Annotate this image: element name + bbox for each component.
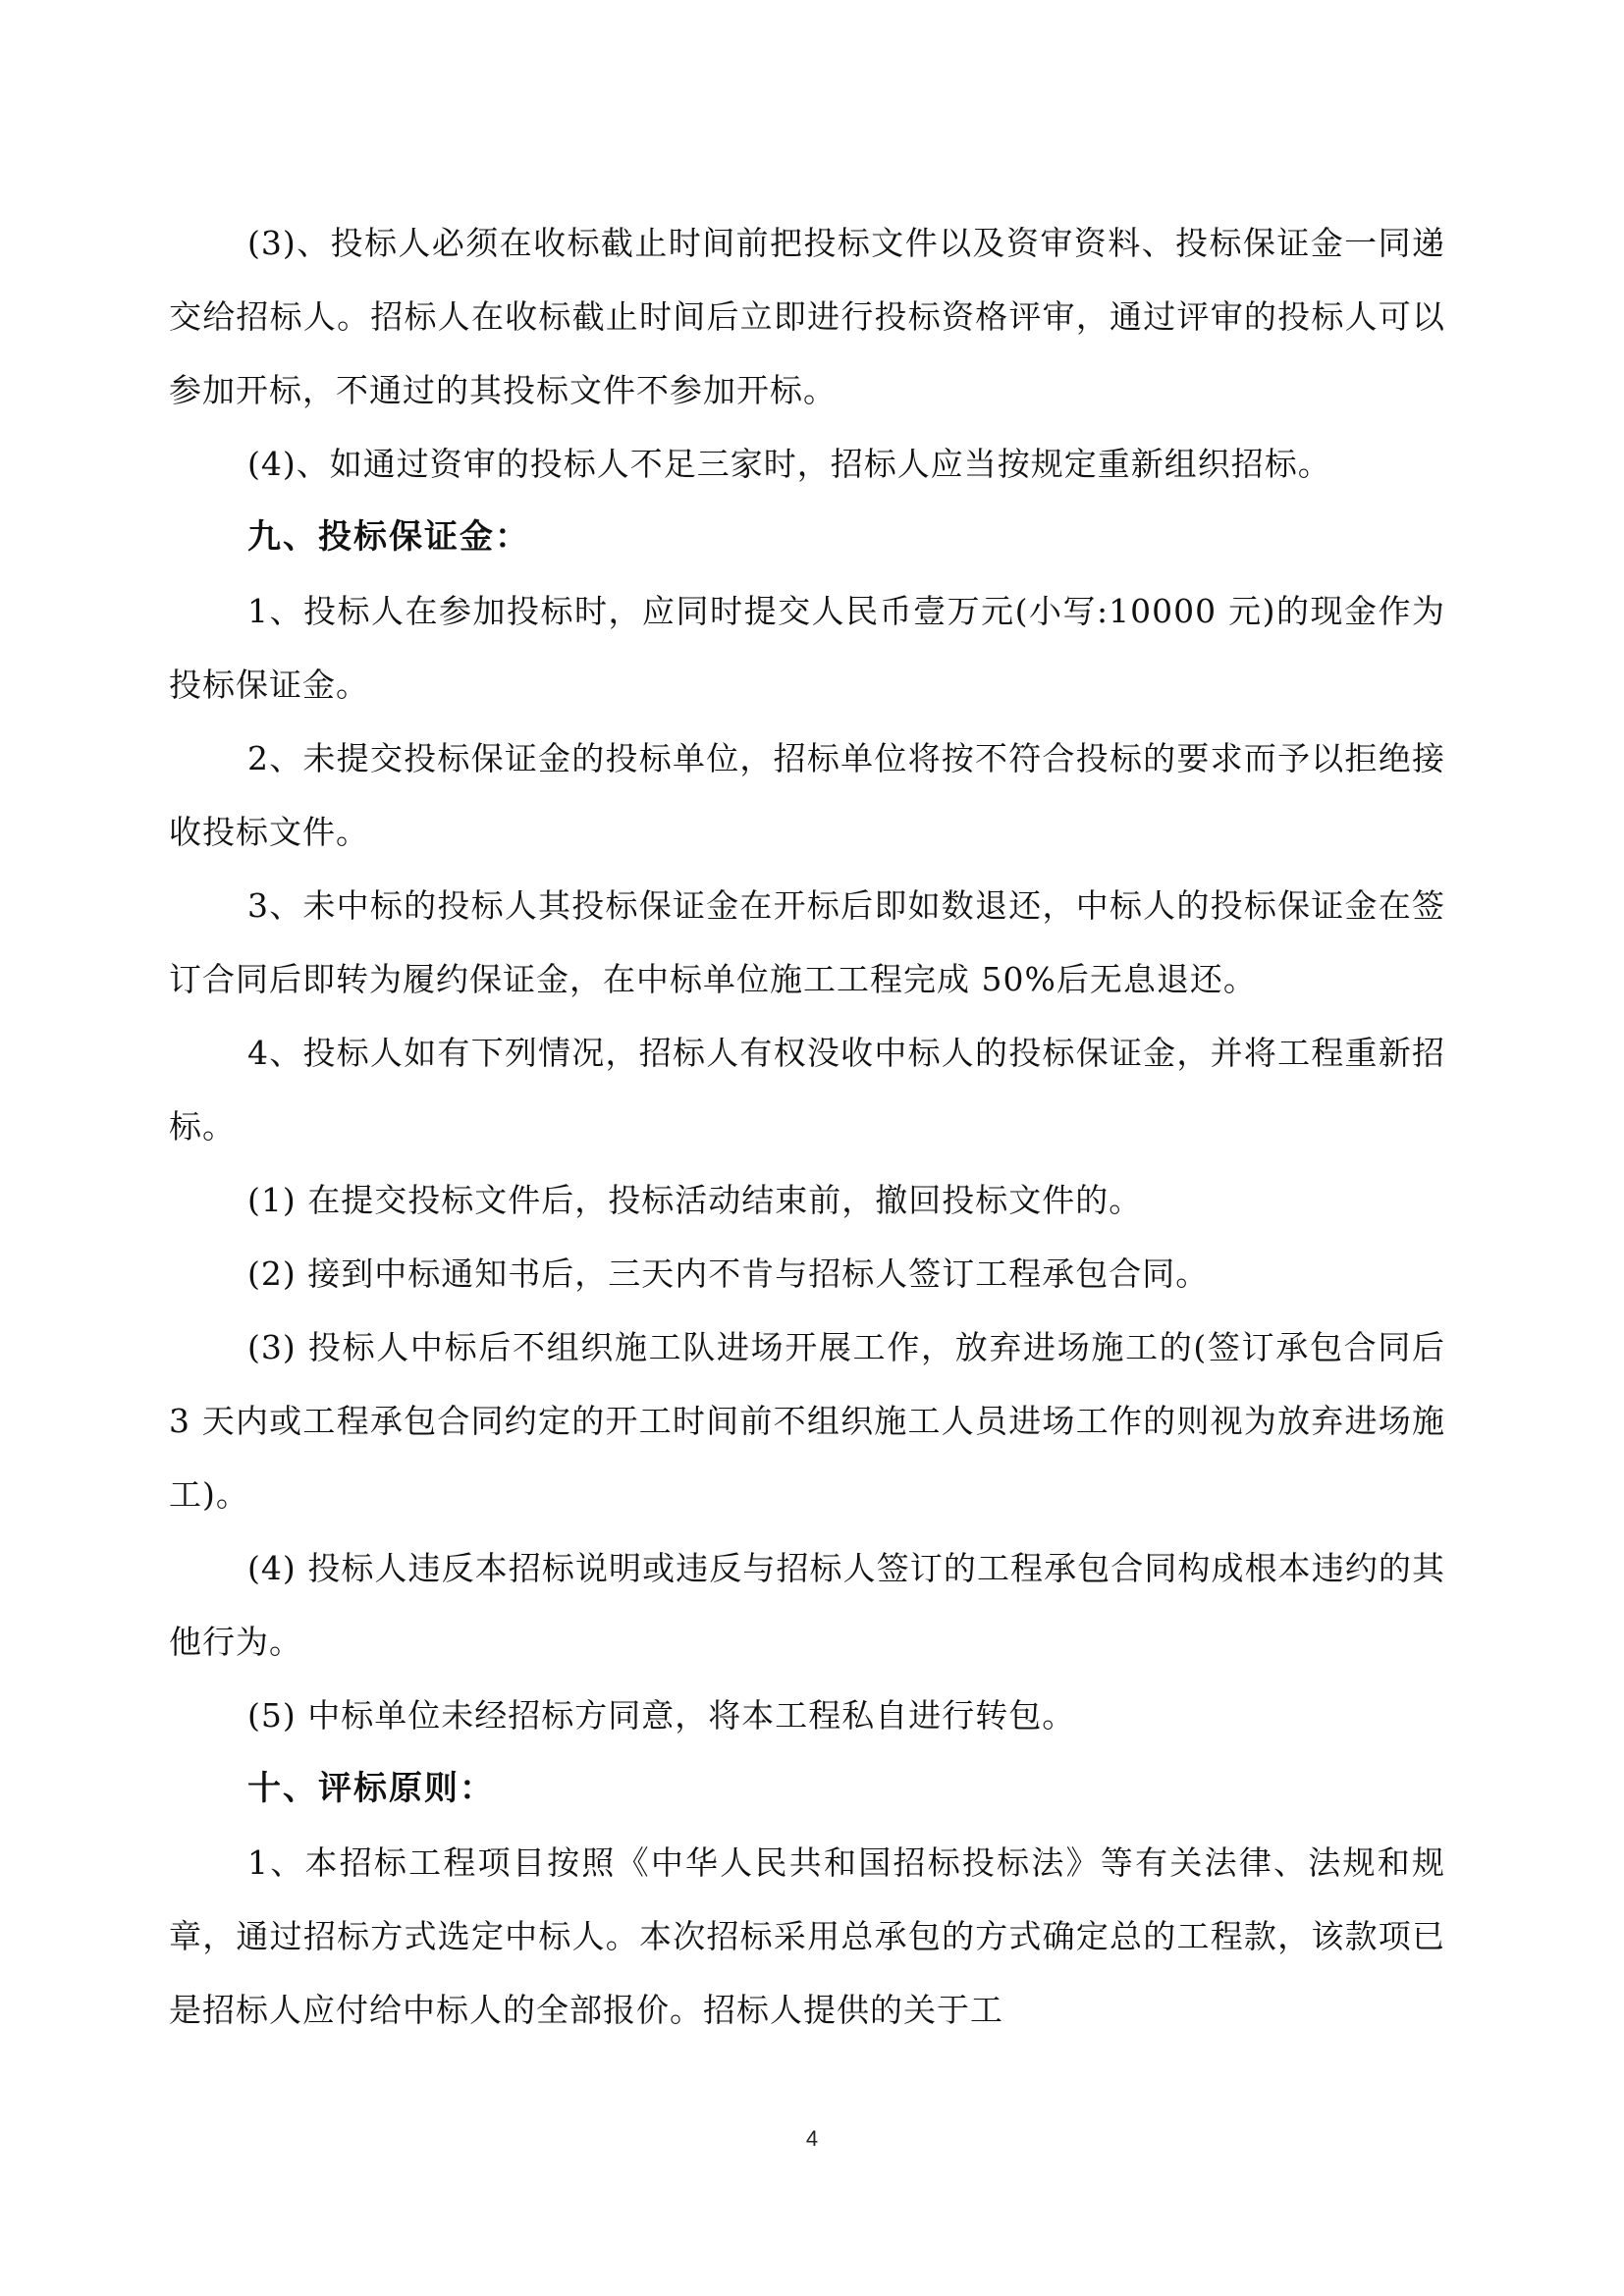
section-heading-bid-bond: 九、投标保证金： [247,517,530,557]
paragraph-bond-missing: 2、未提交投标保证金的投标单位，招标单位将按不符合投标的要求而予以拒绝接收投标文件。 [169,739,1445,851]
paragraph-4-rebid: (4)、如通过资审的投标人不足三家时，招标人应当按规定重新组织招标。 [247,445,1331,483]
page-number: 4 [805,2126,819,2151]
paragraph-bond-forfeit: 4、投标人如有下列情况，招标人有权没收中标人的投标保证金，并将工程重新招标。 [169,1034,1445,1146]
list-item-forfeit-2: (2) 接到中标通知书后，三天内不肯与招标人签订工程承包合同。 [247,1255,1210,1293]
paragraph-bond-refund: 3、未中标的投标人其投标保证金在开标后即如数退还，中标人的投标保证金在签订合同后即转为履约保证金，在中标单位施工工程完成 50%后无息退还。 [169,886,1445,998]
paragraph-evaluation-principle: 1、本招标工程项目按照《中华人民共和国招标投标法》等有关法律、法规和规章，通过招标方式选定中标人。本次招标采用总承包的方式确定总的工程款，该款项已是招标人应付给中标人的全部报价。招标人提供的关于工 [169,1843,1445,2029]
paragraph-3-submission: (3)、投标人必须在收标截止时间前把投标文件以及资审资料、投标保证金一同递交给招标人。招标人在收标截止时间后立即进行投标资格评审，通过评审的投标人可以参加开标，不通过的其投标文件不参加开标。 [169,224,1445,409]
document-body [169,206,1445,2047]
list-item-forfeit-1: (1) 在提交投标文件后，投标活动结束前，撤回投标文件的。 [247,1181,1143,1219]
list-item-forfeit-5: (5) 中标单位未经招标方同意，将本工程私自进行转包。 [247,1696,1076,1735]
paragraph-bond-amount: 1、投标人在参加投标时，应同时提交人民币壹万元(小写:10000 元)的现金作为投标保证金。 [169,592,1445,704]
section-heading-evaluation: 十、评标原则： [247,1769,495,1808]
list-item-forfeit-3: (3) 投标人中标后不组织施工队进场开展工作，放弃进场施工的(签订承包合同后 3 天内或工程承包合同约定的开工时间前不组织施工人员进场工作的则视为放弃进场施工)。 [169,1328,1445,1514]
list-item-forfeit-4: (4) 投标人违反本招标说明或违反与招标人签订的工程承包合同构成根本违约的其他行为。 [169,1549,1445,1661]
